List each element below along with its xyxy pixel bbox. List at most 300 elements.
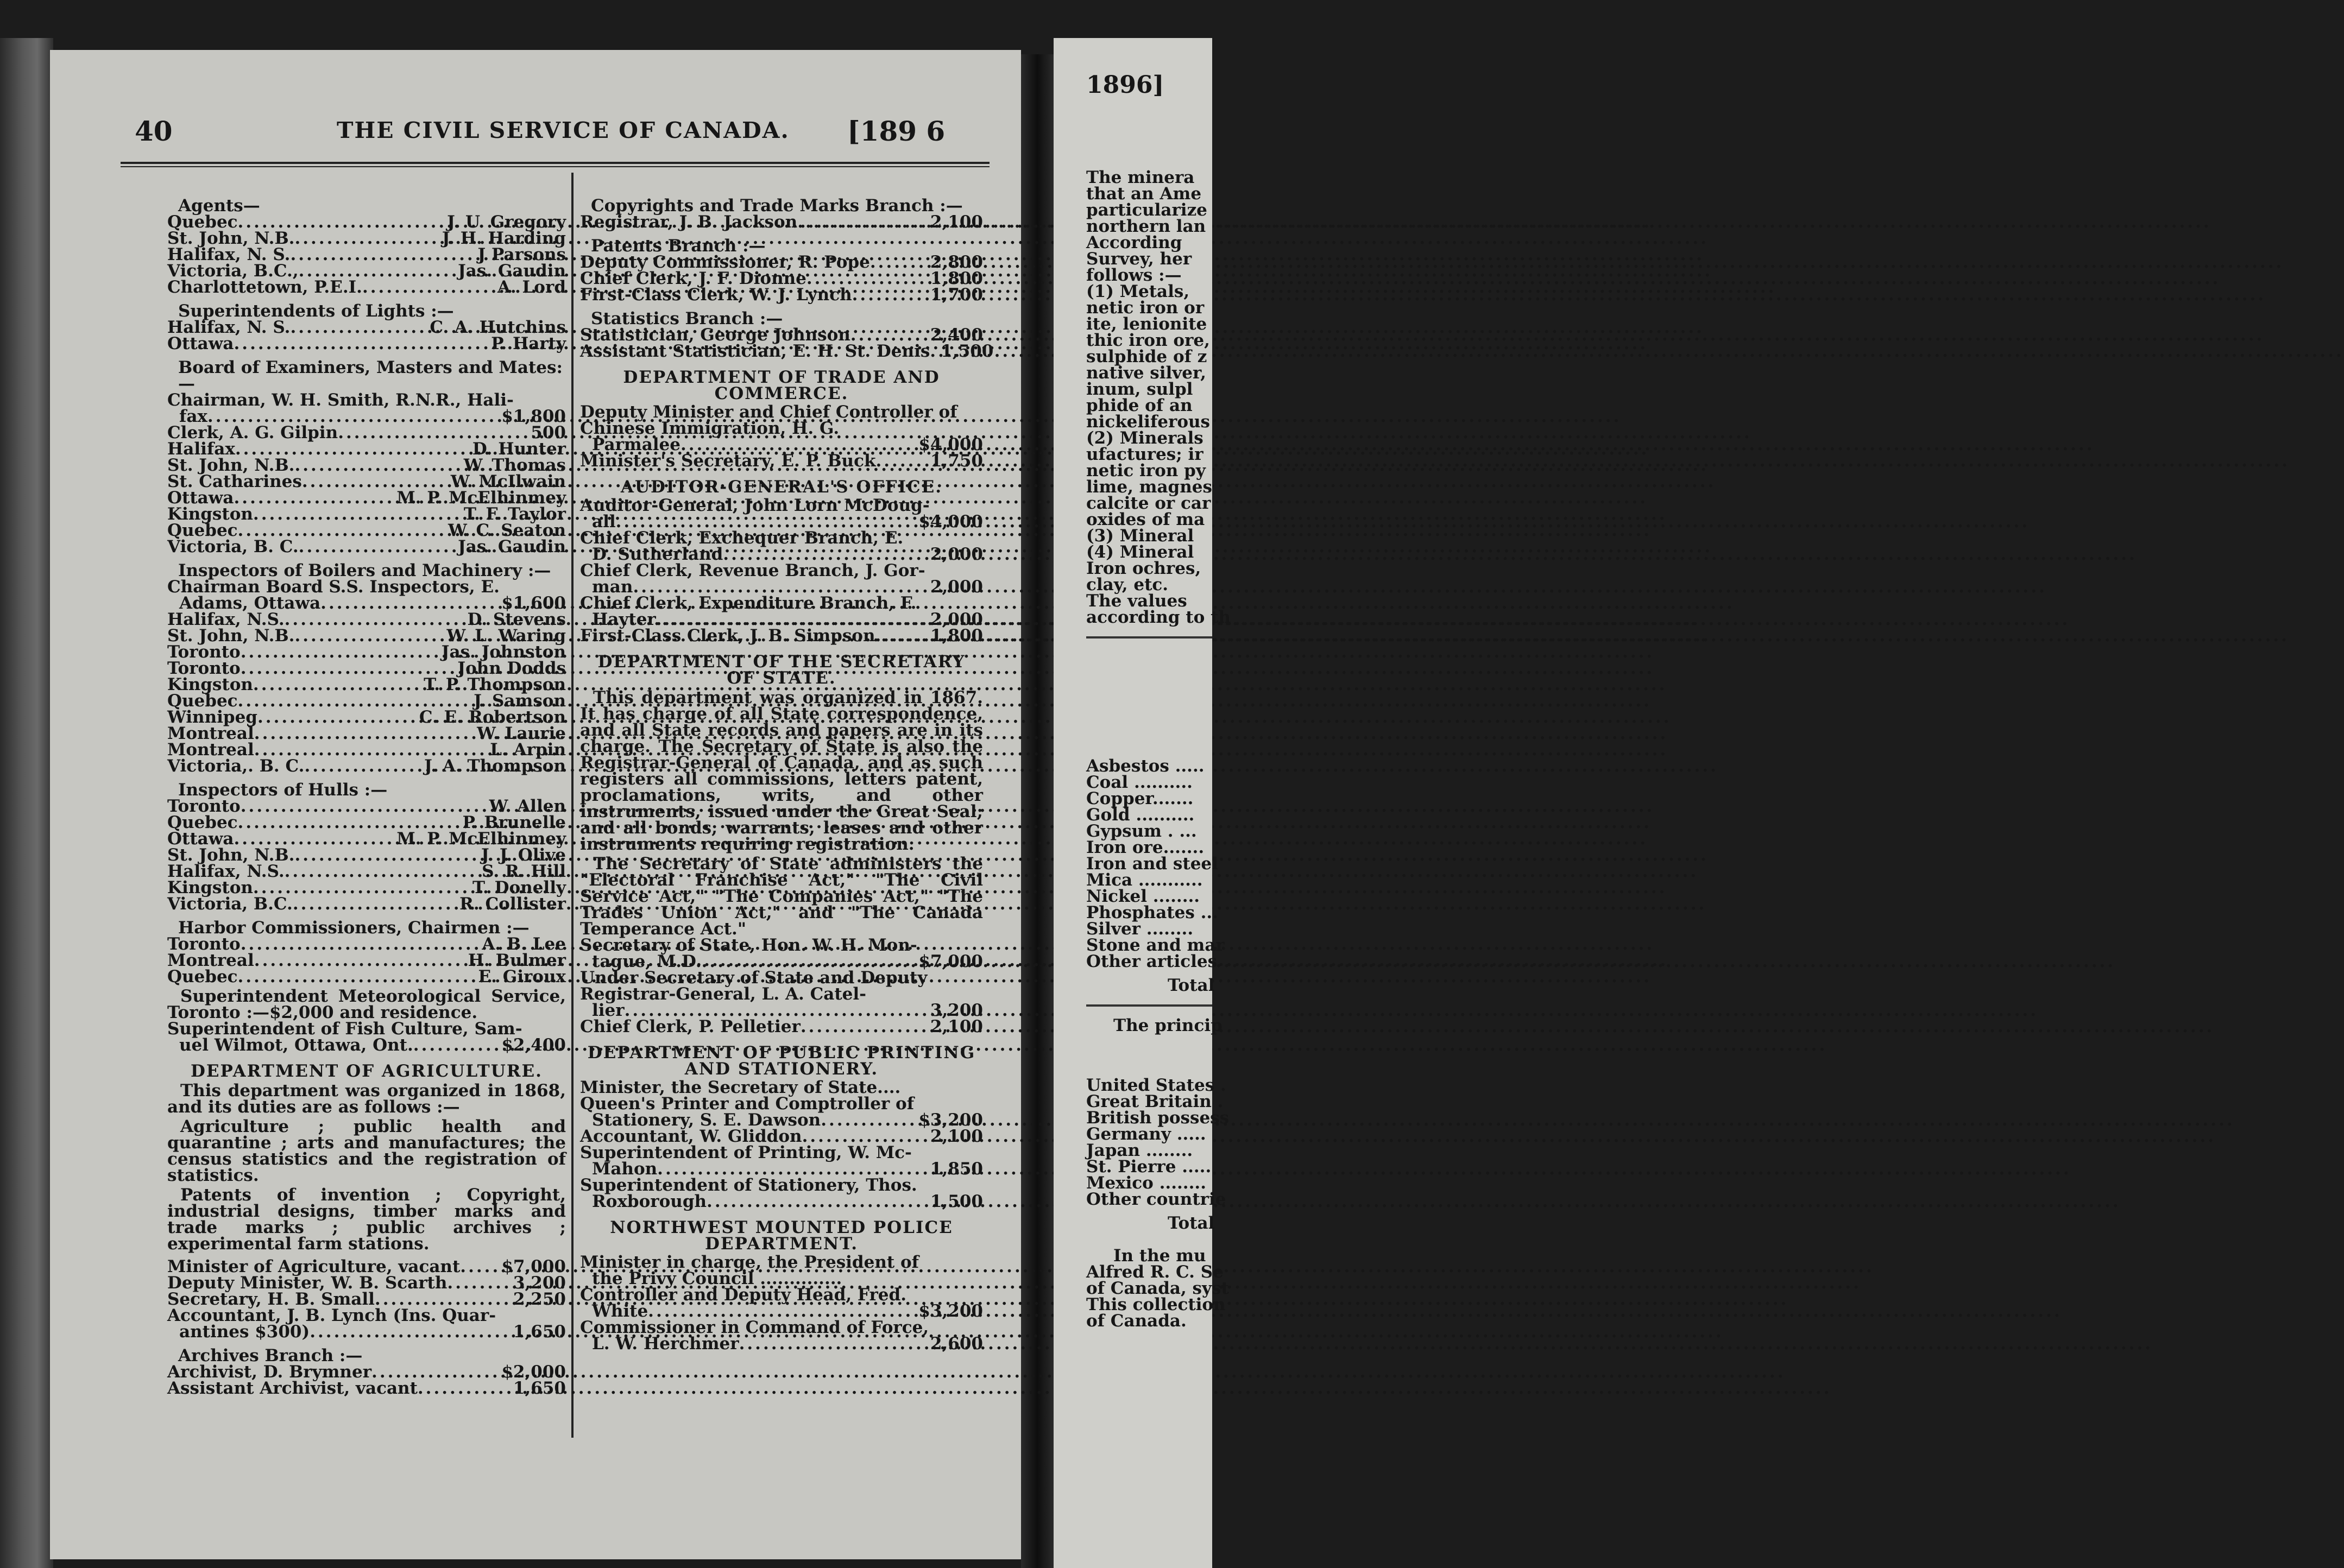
entry-value: 1,750 bbox=[930, 451, 983, 471]
entry-row bbox=[580, 214, 983, 230]
right-page-line: British possess bbox=[1086, 1108, 1230, 1128]
dot-leader bbox=[254, 742, 490, 758]
dot-leader bbox=[238, 814, 463, 831]
dot-leader bbox=[875, 628, 930, 644]
text-line: Deputy Minister and Chief Controller of Chinese Immigration, H. G. bbox=[580, 402, 957, 438]
dot-leader bbox=[294, 230, 442, 246]
entry-row bbox=[167, 336, 566, 352]
entry-name: tague, M.D. bbox=[592, 952, 702, 971]
entry-name: Chief Clerk, P. Pelletier bbox=[580, 1017, 801, 1036]
entry-value: 1,500 bbox=[941, 342, 994, 361]
entry-name: Halifax, N. S. bbox=[167, 318, 291, 337]
entry-row bbox=[167, 896, 566, 912]
dot-leader bbox=[253, 880, 472, 896]
entry-row bbox=[167, 644, 566, 660]
right-page-line: Japan ........ bbox=[1086, 1141, 1193, 1160]
text-line: Chairman, W. H. Smith, R.N.R., Hali- bbox=[167, 390, 514, 410]
paragraph: This department was organized in 1868, and its duties are as follows :— bbox=[167, 1081, 566, 1117]
entry-value: 2,250 bbox=[513, 1289, 566, 1309]
dot-leader bbox=[362, 279, 497, 295]
entry-row bbox=[580, 1019, 983, 1035]
entry-name: Hayter bbox=[592, 610, 656, 629]
entry-value: D. Stevens bbox=[467, 610, 566, 629]
entry-name: Halifax, N.S. bbox=[167, 610, 285, 629]
entry-row bbox=[167, 1275, 566, 1291]
entry-name: Quebec bbox=[167, 967, 238, 987]
dot-leader bbox=[418, 1380, 513, 1396]
right-page-line: sulphide of z bbox=[1086, 347, 1207, 366]
right-page-total: Total bbox=[1168, 1213, 1215, 1233]
entry-value: W. Allen bbox=[489, 796, 566, 816]
right-page-year: 1896] bbox=[1086, 71, 1164, 99]
section-heading: Inspectors of Boilers and Machinery :— bbox=[178, 561, 551, 580]
right-page-line: of Canada, syst bbox=[1086, 1279, 1229, 1298]
entry-value: 2,000 bbox=[930, 577, 983, 597]
dot-leader bbox=[254, 952, 468, 969]
entry-name: Roxborough bbox=[592, 1192, 707, 1211]
right-page-line: Germany ..... bbox=[1086, 1124, 1206, 1144]
right-page-line: Iron and steel bbox=[1086, 854, 1218, 874]
right-page-line: The princip bbox=[1113, 1016, 1223, 1035]
right-page-line: clay, etc. bbox=[1086, 575, 1169, 595]
dot-leader bbox=[241, 798, 489, 814]
right-page-line: Alfred R. C. Se bbox=[1086, 1262, 1224, 1282]
entry-name: Toronto bbox=[167, 659, 241, 678]
entry-row bbox=[167, 660, 566, 676]
entry-row bbox=[580, 579, 983, 595]
paragraph: Patents of invention ; Copyright, industrial designs, timber marks and trade marks ; public archives ; experimental farm stations. bbox=[167, 1185, 566, 1254]
right-page-line: ite, lenionite bbox=[1086, 314, 1207, 334]
entry-name: Toronto bbox=[167, 796, 241, 816]
entry-row bbox=[167, 1324, 566, 1340]
dot-leader bbox=[648, 1303, 918, 1319]
entry-value: 3,200 bbox=[930, 1001, 983, 1020]
entry-value: Jas. Gaudin bbox=[458, 537, 566, 557]
entry-value: W. Thomas bbox=[463, 456, 566, 475]
right-page-line: Asbestos ..... bbox=[1086, 756, 1205, 776]
entry-row bbox=[167, 473, 566, 490]
text-line: Accountant, J. B. Lynch (Ins. Quar- bbox=[167, 1306, 496, 1325]
right-page-line: Coal .......... bbox=[1086, 773, 1193, 792]
right-page-line: Mica ........... bbox=[1086, 870, 1203, 890]
dot-leader bbox=[739, 1336, 930, 1352]
entry-name: Deputy Commissioner, R. Pope bbox=[580, 252, 870, 272]
department-heading: DEPARTMENT OF THE SECRETARY OF STATE. bbox=[597, 652, 966, 688]
right-page-line: Phosphates ... bbox=[1086, 903, 1218, 922]
entry-row bbox=[167, 880, 566, 896]
right-page-line: Iron ochres, bbox=[1086, 559, 1201, 578]
entry-row bbox=[167, 1364, 566, 1380]
entry-name: White bbox=[592, 1301, 648, 1321]
entry-name: Kingston bbox=[167, 675, 253, 694]
entry-row bbox=[580, 1303, 983, 1319]
department-heading: NORTHWEST MOUNTED POLICE DEPARTMENT. bbox=[610, 1218, 953, 1254]
entry-row bbox=[580, 1128, 983, 1145]
entry-name: Halifax, N.S. bbox=[167, 862, 285, 881]
section-heading: Inspectors of Hulls :— bbox=[178, 780, 388, 800]
dot-leader bbox=[294, 457, 463, 473]
entry-value: P. Harty bbox=[491, 334, 566, 353]
entry-row bbox=[580, 254, 983, 270]
dot-leader bbox=[616, 514, 919, 530]
entry-name: Victoria, B.C., bbox=[167, 261, 299, 281]
entry-row bbox=[167, 490, 566, 506]
entry-name: Quebec bbox=[167, 521, 238, 540]
right-page-line: native silver, bbox=[1086, 363, 1206, 383]
entry-name: Winnipeg bbox=[167, 707, 257, 727]
entry-row bbox=[580, 437, 983, 453]
entry-row bbox=[167, 279, 566, 295]
dot-leader bbox=[253, 676, 424, 693]
entry-value: Jas. Johnston bbox=[441, 642, 566, 662]
dot-leader bbox=[241, 660, 458, 676]
right-page-line: thic iron ore, bbox=[1086, 331, 1210, 350]
dot-leader bbox=[253, 506, 464, 522]
dot-leader bbox=[870, 254, 930, 270]
section-heading: Board of Examiners, Masters and Mates:— bbox=[178, 358, 563, 394]
dot-leader bbox=[285, 611, 468, 628]
right-page-line: oxides of ma bbox=[1086, 510, 1205, 529]
right-page-line: This collection bbox=[1086, 1295, 1226, 1314]
dot-leader bbox=[241, 936, 482, 952]
entry-row bbox=[580, 1112, 983, 1128]
entry-name: Clerk, A. G. Gilpin bbox=[167, 423, 338, 442]
entry-row bbox=[167, 693, 566, 709]
right-page-line: Great Britain . bbox=[1086, 1092, 1224, 1111]
dot-leader bbox=[294, 847, 481, 863]
right-page-line: (1) Metals, bbox=[1086, 282, 1190, 301]
entry-row bbox=[167, 847, 566, 863]
right-page-line: In the mu bbox=[1113, 1246, 1206, 1266]
entry-name: Montreal bbox=[167, 724, 254, 743]
dot-leader bbox=[802, 1128, 930, 1145]
entry-row bbox=[580, 611, 983, 628]
entry-value: J. H. Harding bbox=[442, 229, 566, 248]
entry-row bbox=[167, 441, 566, 457]
right-page-line: of Canada. bbox=[1086, 1311, 1187, 1331]
right-page-line: according to th bbox=[1086, 608, 1231, 627]
entry-value: H. Bulmer bbox=[468, 951, 566, 970]
entry-name: D. Sutherland bbox=[592, 545, 723, 564]
text-line: Under Secretary of State and Deputy Registrar-General, L. A. Catel- bbox=[580, 968, 928, 1004]
right-page-line: United States . bbox=[1086, 1076, 1226, 1095]
right-page-line: lime, magnes bbox=[1086, 477, 1212, 497]
entry-value: J Parsons bbox=[477, 245, 566, 264]
dot-leader bbox=[320, 595, 501, 611]
entry-row bbox=[167, 798, 566, 814]
entry-name: all bbox=[592, 512, 616, 532]
entry-row bbox=[167, 676, 566, 693]
entry-row bbox=[167, 425, 566, 441]
dot-leader bbox=[235, 441, 472, 457]
entry-row bbox=[167, 230, 566, 246]
dot-leader bbox=[723, 546, 930, 562]
entry-name: uel Wilmot, Ottawa, Ont. bbox=[179, 1035, 413, 1055]
text-line: Superintendent of Printing, W. Mc- bbox=[580, 1143, 912, 1162]
entry-name: Accountant, W. Gliddon bbox=[580, 1127, 802, 1146]
entry-value: 2,000 bbox=[930, 610, 983, 629]
entry-value: D. Hunter bbox=[472, 439, 566, 459]
department-heading: AUDITOR-GENERAL'S OFFICE. bbox=[620, 477, 943, 497]
entry-value: 2,800 bbox=[930, 252, 983, 272]
right-page-line: netic iron or bbox=[1086, 298, 1205, 318]
dot-leader bbox=[238, 522, 448, 539]
entry-name: Archivist, D. Brymner bbox=[167, 1362, 372, 1382]
text-line: Secretary of State, Hon. W. H. Mon- bbox=[580, 935, 917, 955]
entry-row bbox=[580, 270, 983, 287]
entry-value: 1,800 bbox=[930, 269, 983, 288]
entry-row bbox=[167, 969, 566, 985]
text-line: Superintendent of Fish Culture, Sam- bbox=[167, 1019, 522, 1039]
dot-leader bbox=[633, 579, 930, 595]
entry-value: $7,000 bbox=[501, 1257, 566, 1276]
entry-value: $4,000 bbox=[918, 435, 983, 454]
entry-row bbox=[167, 863, 566, 880]
dot-leader bbox=[293, 896, 459, 912]
entry-value: A. Lord bbox=[497, 277, 566, 297]
dot-leader bbox=[299, 539, 458, 555]
entry-row bbox=[167, 709, 566, 725]
section-heading: Agents— bbox=[178, 196, 260, 216]
entry-name: Assistant Archivist, vacant bbox=[167, 1379, 418, 1398]
dot-leader bbox=[290, 246, 477, 263]
entry-name: First-Class Clerk, J. B. Simpson bbox=[580, 626, 875, 646]
dot-leader bbox=[875, 453, 930, 469]
entry-value: 2,100 bbox=[930, 1127, 983, 1146]
entry-value: S. R. Hill bbox=[482, 862, 566, 881]
entry-value: $1,800 bbox=[501, 407, 566, 426]
entry-row bbox=[580, 1002, 983, 1019]
entry-name: St. John, N.B. bbox=[167, 229, 295, 248]
entry-name: Registrar, J. B. Jackson bbox=[580, 212, 798, 232]
entry-row bbox=[167, 506, 566, 522]
entry-row bbox=[167, 1380, 566, 1396]
entry-row bbox=[167, 742, 566, 758]
right-page-line: Copper....... bbox=[1086, 789, 1194, 808]
entry-name: Ottawa bbox=[167, 488, 234, 508]
dot-leader bbox=[207, 408, 501, 425]
text-line: Queen's Printer and Comptroller of bbox=[580, 1094, 915, 1114]
entry-value: C. A. Hutchins bbox=[430, 318, 566, 337]
section-heading: Patents Branch :— bbox=[591, 236, 766, 256]
entry-name: Ottawa bbox=[167, 829, 234, 849]
right-page-line: Stone and mar bbox=[1086, 935, 1225, 955]
entry-value: $7,000 bbox=[918, 952, 983, 971]
entry-name: Kingston bbox=[167, 878, 253, 897]
dot-leader bbox=[238, 693, 474, 709]
entry-name: antines $300) bbox=[179, 1322, 310, 1342]
entry-name: Assistant Statistician, E. H. St. Denis bbox=[580, 342, 930, 361]
dot-leader bbox=[290, 319, 430, 336]
entry-value: L. Arpin bbox=[490, 740, 566, 760]
entry-row bbox=[167, 936, 566, 952]
right-page-line: particularize bbox=[1086, 200, 1207, 220]
entry-value: P. Brunelle bbox=[462, 813, 566, 832]
dot-leader bbox=[238, 969, 478, 985]
dot-leader bbox=[850, 327, 930, 343]
dot-leader bbox=[238, 214, 448, 230]
entry-name: Stationery, S. E. Dawson bbox=[592, 1110, 821, 1130]
entry-row bbox=[580, 1161, 983, 1177]
dot-leader bbox=[304, 758, 424, 774]
entry-name: fax bbox=[179, 407, 207, 426]
right-page-line: The values bbox=[1086, 591, 1187, 611]
dot-leader bbox=[257, 709, 419, 725]
right-page-line: that an Ame bbox=[1086, 184, 1202, 204]
entry-name: Victoria,. B. C. bbox=[167, 756, 305, 776]
entry-row bbox=[167, 725, 566, 742]
entry-name: Deputy Minister, W. B. Scarth bbox=[167, 1273, 448, 1293]
dot-leader bbox=[625, 1002, 930, 1019]
entry-name: Quebec bbox=[167, 691, 238, 711]
entry-value: W. L. Waring bbox=[446, 626, 566, 646]
right-page-line: The minera bbox=[1086, 168, 1195, 187]
right-page-rule bbox=[1086, 1004, 1212, 1007]
page-number: 40 bbox=[135, 115, 173, 147]
right-page-line: Gold .......... bbox=[1086, 805, 1195, 825]
entry-value: 1,500 bbox=[930, 1192, 983, 1211]
right-page-line: Other countrie bbox=[1086, 1190, 1226, 1209]
entry-value: J. A. Thompson bbox=[424, 756, 566, 776]
dot-leader bbox=[657, 1161, 930, 1177]
entry-row bbox=[167, 758, 566, 774]
section-heading: Statistics Branch :— bbox=[591, 309, 783, 328]
entry-name: Statistician, George Johnson bbox=[580, 325, 850, 345]
entry-name: Halifax, N. S. bbox=[167, 245, 291, 264]
right-page-line: Survey, her bbox=[1086, 249, 1192, 269]
entry-row bbox=[167, 457, 566, 473]
entry-value: 2,100 bbox=[930, 1017, 983, 1036]
dot-leader bbox=[234, 336, 492, 352]
dot-leader bbox=[821, 1112, 918, 1128]
entry-name: Mahon bbox=[592, 1159, 658, 1179]
entry-row bbox=[580, 1336, 983, 1352]
entry-row bbox=[167, 1291, 566, 1307]
book-edge bbox=[0, 38, 53, 1568]
dot-leader bbox=[234, 831, 397, 847]
text-line: Auditor-General, John Lorn McDoug- bbox=[580, 496, 930, 515]
entry-name: St. John, N.B. bbox=[167, 626, 295, 646]
entry-row bbox=[580, 327, 983, 343]
entry-value: 2,400 bbox=[930, 325, 983, 345]
entry-value: 500 bbox=[531, 423, 566, 442]
entry-row bbox=[580, 514, 983, 530]
dot-leader bbox=[656, 611, 930, 628]
entry-value: W. Laurie bbox=[477, 724, 566, 743]
text-line: Controller and Deputy Head, Fred. bbox=[580, 1285, 907, 1305]
entry-row bbox=[580, 287, 983, 303]
entry-name: Minister of Agriculture, vacant bbox=[167, 1257, 461, 1276]
entry-name: Chief Clerk, J. F. Dionne bbox=[580, 269, 806, 288]
text-line: Superintendent of Stationery, Thos. bbox=[580, 1175, 917, 1195]
right-page-line: According bbox=[1086, 233, 1182, 252]
entry-value: 2,000 bbox=[930, 545, 983, 564]
entry-value: Jas. Gaudin bbox=[458, 261, 566, 281]
entry-name: First-Class Clerk, W. J. Lynch bbox=[580, 285, 852, 305]
entry-value: $3,200 bbox=[918, 1110, 983, 1130]
dot-leader bbox=[254, 725, 477, 742]
right-page-line: (2) Minerals bbox=[1086, 428, 1203, 448]
dot-leader bbox=[310, 1324, 513, 1340]
entry-value: A. B. Lee bbox=[482, 934, 566, 954]
right-page-line: northern lan bbox=[1086, 217, 1206, 236]
entry-value: W. C. Seaton bbox=[448, 521, 566, 540]
spacer bbox=[1086, 1034, 1212, 1077]
running-title: THE CIVIL SERVICE OF CANADA. bbox=[337, 117, 790, 143]
entry-name: Toronto bbox=[167, 642, 241, 662]
entry-row bbox=[580, 546, 983, 562]
entry-name: L. W. Herchmer bbox=[592, 1334, 739, 1354]
entry-row bbox=[580, 453, 983, 469]
dot-leader bbox=[801, 1019, 930, 1035]
entry-name: Ottawa bbox=[167, 334, 234, 353]
right-page bbox=[1054, 38, 1231, 1568]
entry-name: St. John, N.B. bbox=[167, 456, 295, 475]
dot-leader bbox=[460, 1259, 501, 1275]
entry-row bbox=[167, 263, 566, 279]
entry-value: 1,800 bbox=[930, 626, 983, 646]
right-page-rule bbox=[1086, 636, 1212, 638]
dot-leader bbox=[375, 1291, 513, 1307]
entry-value: J. J. Olive bbox=[481, 845, 566, 865]
header-rule bbox=[121, 162, 990, 164]
entry-value: W. McIlwain bbox=[450, 472, 566, 491]
dot-leader bbox=[338, 425, 531, 441]
entry-row bbox=[167, 831, 566, 847]
right-page-line: (4) Mineral bbox=[1086, 542, 1194, 562]
entry-value: T. F. Taylor bbox=[463, 504, 566, 524]
entry-row bbox=[580, 628, 983, 644]
section-heading: Archives Branch :— bbox=[178, 1346, 363, 1365]
spacer bbox=[1086, 1231, 1212, 1248]
right-page-line: inum, sulpl bbox=[1086, 380, 1193, 399]
entry-row bbox=[167, 595, 566, 611]
dot-leader bbox=[797, 214, 930, 230]
entry-name: Adams, Ottawa bbox=[179, 593, 321, 613]
entry-value: $4,000 bbox=[918, 512, 983, 532]
paragraph: Agriculture ; public health and quarantine ; arts and manufactures; the census statistics and the registration of statistics. bbox=[167, 1117, 566, 1185]
right-page-text bbox=[1086, 43, 1231, 1331]
entry-value: E. Giroux bbox=[478, 967, 566, 987]
right-page-line: nickeliferous bbox=[1086, 412, 1211, 432]
text-line: Chief Clerk, Exchequer Branch, E. bbox=[580, 528, 904, 548]
entry-value: $2,000 bbox=[501, 1362, 566, 1382]
entry-name: Quebec bbox=[167, 212, 238, 232]
left-column bbox=[167, 190, 566, 1396]
right-page-line: phide of an bbox=[1086, 396, 1193, 415]
entry-row bbox=[167, 1259, 566, 1275]
page-header bbox=[0, 115, 1212, 148]
paragraph: Superintendent Meteorological Service, Toronto :—$2,000 and residence. bbox=[167, 987, 566, 1022]
spacer bbox=[1086, 649, 1212, 758]
entry-value: T. Donelly bbox=[472, 878, 566, 897]
entry-row bbox=[580, 342, 994, 361]
dot-leader bbox=[299, 263, 458, 279]
dot-leader bbox=[371, 1364, 501, 1380]
running-year: [189 6 bbox=[847, 115, 946, 147]
text-line: Minister, the Secretary of State.... bbox=[580, 1078, 901, 1097]
department-heading: DEPARTMENT OF AGRICULTURE. bbox=[191, 1061, 543, 1081]
entry-value: 1,650 bbox=[513, 1322, 566, 1342]
section-heading: Superintendents of Lights :— bbox=[178, 301, 454, 321]
section-heading: Copyrights and Trade Marks Branch :— bbox=[591, 196, 963, 216]
entry-row bbox=[167, 539, 566, 555]
dot-leader bbox=[707, 1193, 930, 1210]
entry-name: Victoria, B.C. bbox=[167, 894, 293, 914]
entry-value: 2,100 bbox=[930, 212, 983, 232]
entry-value: $2,400 bbox=[501, 1035, 566, 1055]
entry-value: C. E. Robertson bbox=[419, 707, 566, 727]
